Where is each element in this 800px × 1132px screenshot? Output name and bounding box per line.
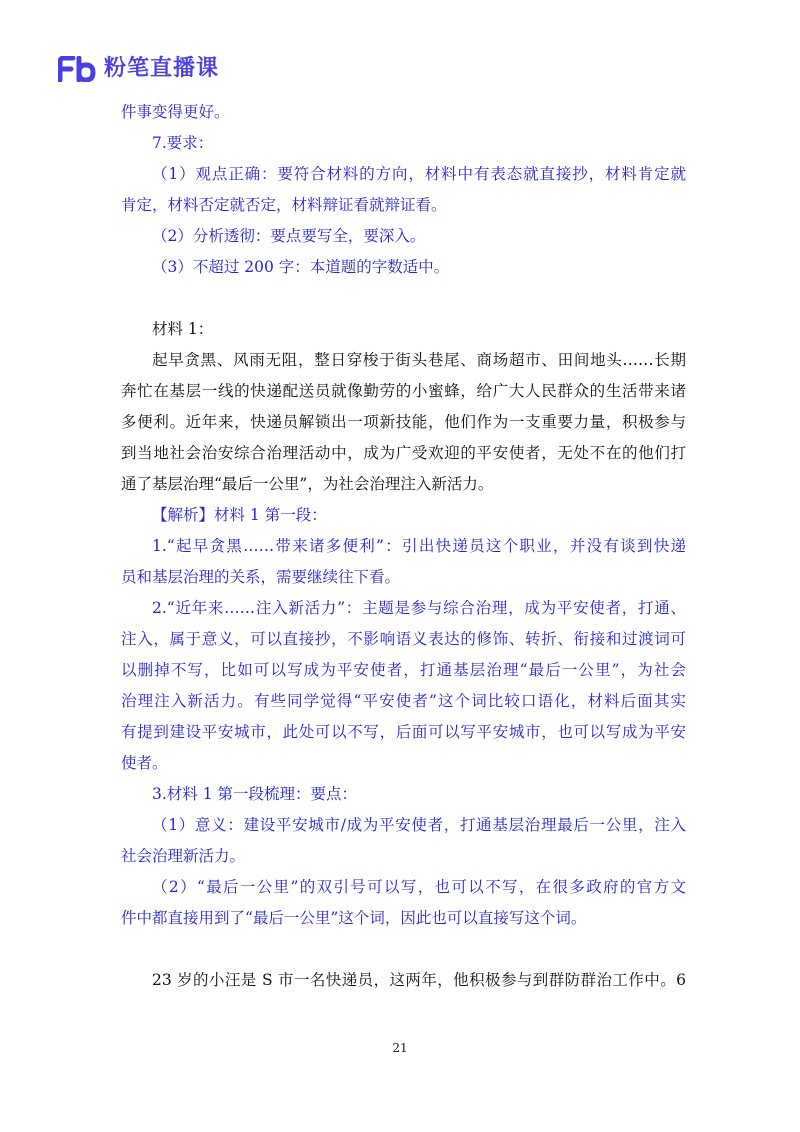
text-line: 通了基层治理“最后一公里”，为社会治理注入新活力。 xyxy=(121,475,494,493)
text-line: （1）观点正确：要符合材料的方向，材料中有表态就直接抄，材料肯定就 xyxy=(152,165,686,183)
blank-line xyxy=(121,283,686,314)
text-line: 起早贪黑、风雨无阻，整日穿梭于街头巷尾、商场超市、田间地头……长期 xyxy=(152,351,686,369)
text-line: 23 岁的小汪是 S 市一名快递员，这两年，他积极参与到群防群治工作中。6 xyxy=(152,971,686,989)
brand-name: 粉笔直播课 xyxy=(104,56,220,81)
text-line: 以删掉不写，比如可以写成为平安使者，打通基层治理“最后一公里”，为社会 xyxy=(121,661,686,679)
brand-logo xyxy=(58,55,219,83)
text-line: （3）不超过 200 字：本道题的字数适中。 xyxy=(152,258,450,276)
material-heading: 材料 1： xyxy=(152,320,214,338)
text-line: 3.材料 1 第一段梳理：要点： xyxy=(152,785,358,803)
text-line: 治理注入新活力。有些同学觉得“平安使者”这个词比较口语化，材料后面其实 xyxy=(121,692,686,710)
text-line: 多便利。近年来，快递员解锁出一项新技能，他们作为一支重要力量，积极参与 xyxy=(121,413,686,431)
text-line: （2）分析透彻：要点要写全，要深入。 xyxy=(152,227,426,245)
text-line: （1）意义：建设平安城市/成为平安使者，打通基层治理最后一公里，注入 xyxy=(152,816,686,834)
requirements-heading: 7.要求： xyxy=(152,134,214,152)
text-line: 有提到建设平安城市，此处可以不写，后面可以写平安城市，也可以写成为平安 xyxy=(121,723,686,741)
page-number: 21 xyxy=(392,1041,408,1055)
document-body xyxy=(121,97,686,996)
fb-logo-icon xyxy=(58,56,96,82)
text-line: 奔忙在基层一线的快递配送员就像勤劳的小蜜蜂，给广大人民群众的生活带来诸 xyxy=(121,382,686,400)
text-line: （2）“最后一公里”的双引号可以写，也可以不写，在很多政府的官方文 xyxy=(152,878,686,896)
blank-line xyxy=(121,934,686,965)
text-line: 使者。 xyxy=(121,754,168,772)
text-line: 肯定，材料否定就否定，材料辩证看就辩证看。 xyxy=(121,196,447,214)
text-line: 1.“起早贪黑……带来诸多便利”：引出快递员这个职业，并没有谈到快递 xyxy=(152,537,686,555)
text-line: 2.“近年来……注入新活力”：主题是参与综合治理，成为平安使者，打通、 xyxy=(152,599,686,617)
analysis-heading: 【解析】材料 1 第一段： xyxy=(152,506,327,524)
text-line: 注入，属于意义，可以直接抄，不影响语义表达的修饰、转折、衔接和过渡词可 xyxy=(121,630,686,648)
text-line: 到当地社会治安综合治理活动中，成为广受欢迎的平安使者，无处不在的他们打 xyxy=(121,444,686,462)
text-line: 件事变得更好。 xyxy=(121,103,230,121)
text-line: 社会治理新活力。 xyxy=(121,847,246,865)
text-line: 员和基层治理的关系，需要继续往下看。 xyxy=(121,568,401,586)
text-line: 件中都直接用到了“最后一公里”这个词，因此也可以直接写这个词。 xyxy=(121,909,587,927)
